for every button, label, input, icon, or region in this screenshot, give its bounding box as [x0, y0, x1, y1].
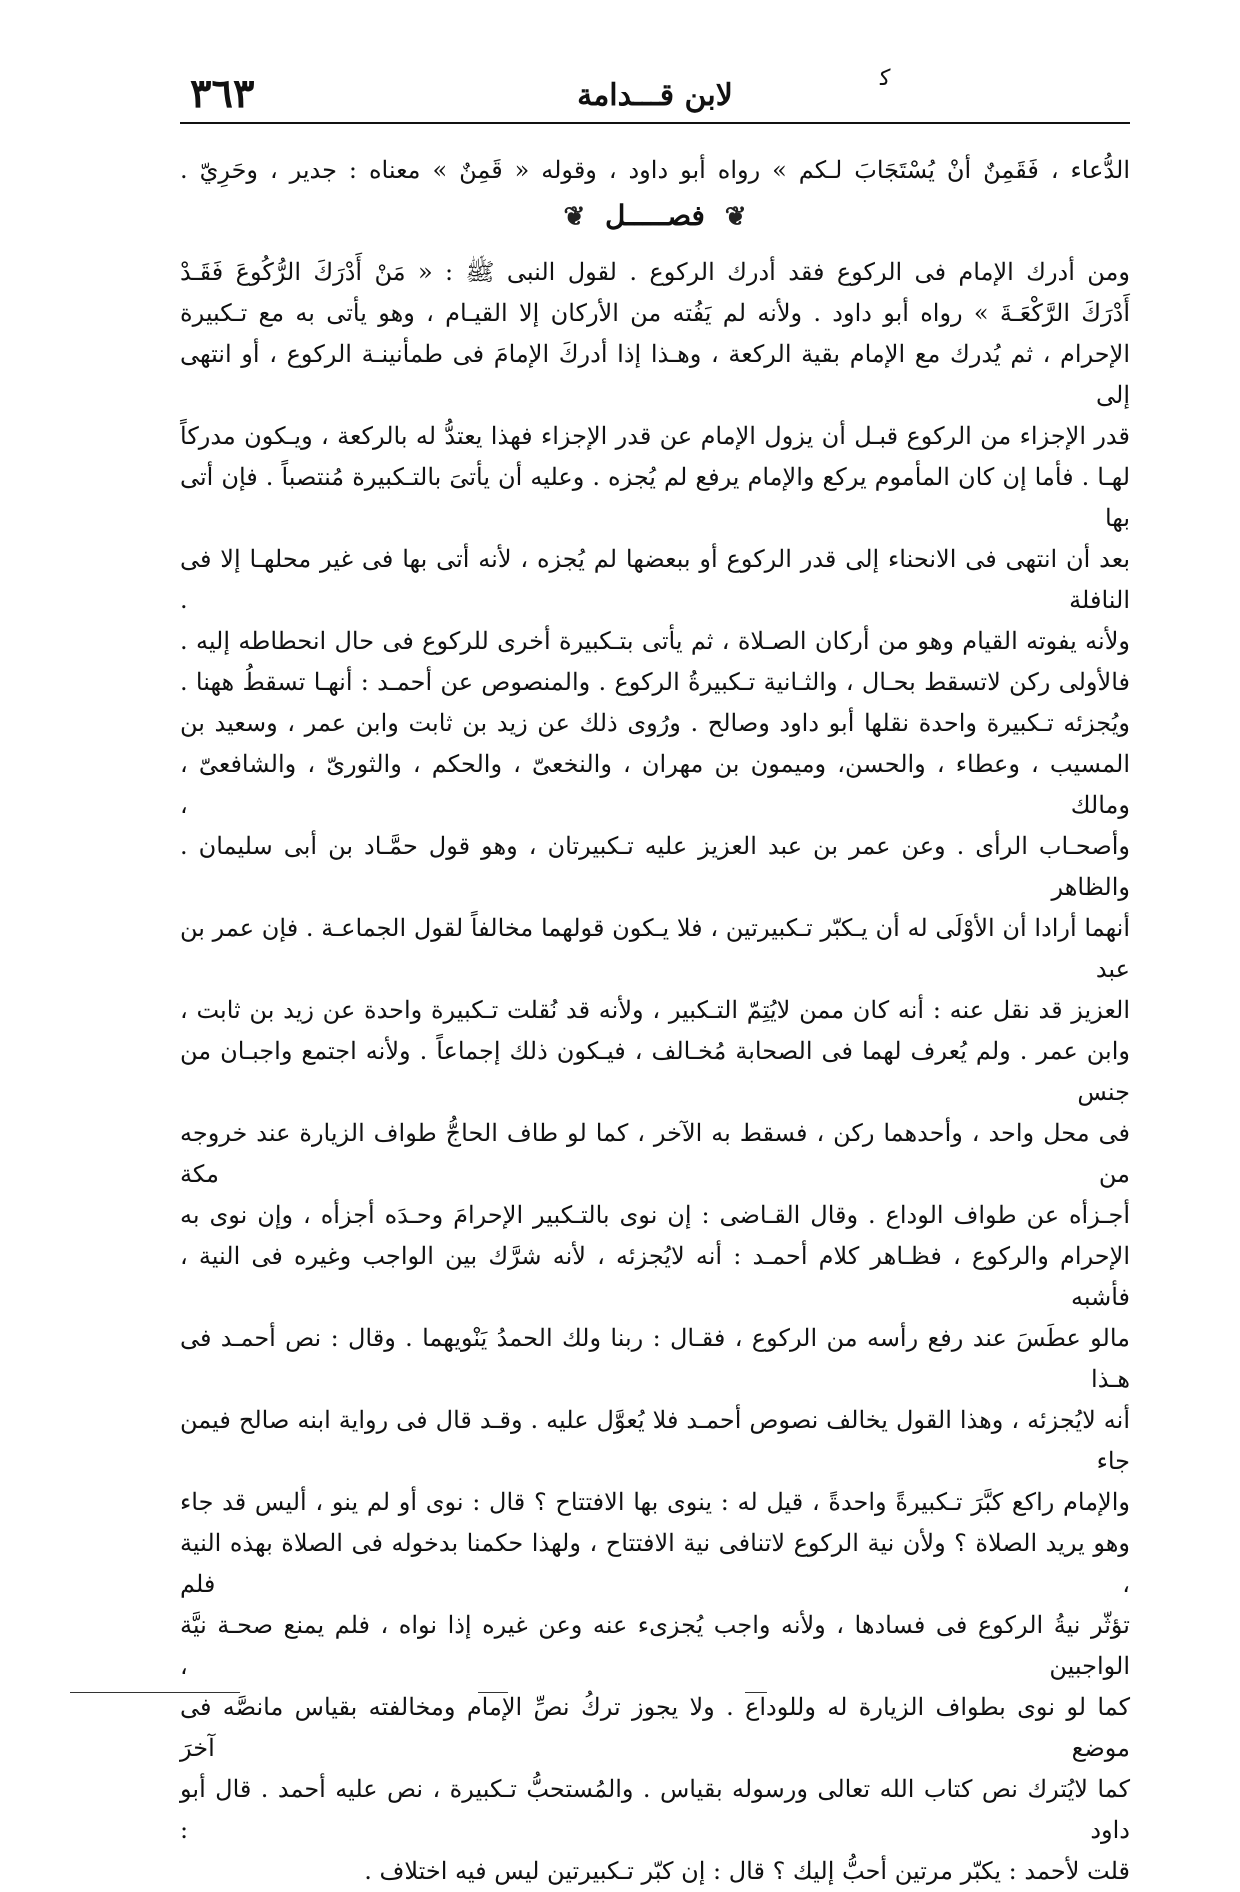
- header-mark: ﻛ: [880, 66, 891, 91]
- text-line: ويُجزئه تـكبيرة واحدة نقلها أبو داود وصالح . ورُوى ذلك عن زيد بن ثابت وابن عمر ، وسعيد بن: [180, 709, 1130, 737]
- footer-rule-left: [70, 1692, 240, 1693]
- section-heading-text: فصـــــل: [605, 199, 705, 232]
- footer-rule-center: [478, 1692, 508, 1693]
- main-paragraph: [180, 252, 1130, 1851]
- body-text: [180, 150, 1130, 1892]
- text-line: قدر الإجزاء من الركوع قبـل أن يزول الإمام عن قدر الإجزاء فهذا يعتدُّ له بالركعة ، ويـكون مدركاً: [180, 422, 1130, 450]
- text-line: ومن أدرك الإمام فى الركوع فقد أدرك الركوع . لقول النبى ﷺ : « مَنْ أَدْرَكَ الرُّكُوعَ فَقَـدْ: [180, 258, 1130, 286]
- text-line: والإمام راكع كبَّرَ تـكبيرةً واحدةً ، قيل له : ينوى بها الافتتاح ؟ قال : نوى أو لم ينو ، أليس قد جاء: [180, 1488, 1130, 1516]
- text-line: الإحرام ، ثم يُدرك مع الإمام بقية الركعة ، وهـذا إذا أدركَ الإمامَ فى طمأنينـة الركوع ، أو انتهى إلى: [180, 340, 1130, 409]
- text-line: المسيب ، وعطاء ، والحسن، وميمون بن مهران ، والنخعىّ ، والحكم ، والثورىّ ، والشافعىّ ، ومالك ،: [180, 750, 1130, 819]
- page-number: ٣٦٣: [190, 70, 255, 117]
- text-line: لهـا . فأما إن كان المأموم يركع والإمام يرفع لم يُجزه . وعليه أن يأتىَ بالتـكبيرة مُنتصباً . فإن أتى بها: [180, 463, 1131, 532]
- text-line: الإحرام والركوع ، فظـاهر كلام أحمـد : أنه لايُجزئه ، لأنه شرَّك بين الواجب وغيره فى النية ، فأشبه: [180, 1242, 1131, 1311]
- text-line: مالو عطَسَ عند رفع رأسه من الركوع ، فقـال : ربنا ولك الحمدُ يَنْويهما . وقال : نص أحمـد فى هـذا: [180, 1324, 1130, 1393]
- text-line: فى محل واحد ، وأحدهما ركن ، فسقط به الآخر ، كما لو طاف الحاجُّ طواف الزيارة عند خروجه من مكة: [180, 1119, 1130, 1188]
- header-rule: [180, 122, 1130, 124]
- text-line: فالأولى ركن لاتسقط بحـال ، والثـانية تـكبيرةُ الركوع . والمنصوص عن أحمـد : أنهـا تسقطُ ههنا .: [180, 668, 1130, 696]
- running-title: لابن قـــدامة: [577, 78, 733, 113]
- text-line: وأصحـاب الرأى . وعن عمر بن عبد العزيز عليه تـكبيرتان ، وهو قول حمَّـاد بن أبى سليمان . والظاهر: [180, 832, 1130, 901]
- text-line: وهو يريد الصلاة ؟ ولأن نية الركوع لاتنافى نية الافتتاح ، ولهذا حكمنا بدخوله فى الصلاة بهذه النية ، فلم: [180, 1529, 1131, 1598]
- ornament-right-icon: ❦: [724, 202, 747, 232]
- text-line: تؤثّر نيةُ الركوع فى فسادها ، ولأنه واجب يُجزىء عنه وعن غيره إذا نواه ، فلم يمنع صحـة نيَّة الواجبين ،: [180, 1611, 1130, 1680]
- section-heading: [180, 195, 1130, 238]
- text-line: بعد أن انتهى فى الانحناء إلى قدر الركوع أو ببعضها لم يُجزه ، لأنه أتى بها فى غير محلهـا إلا فى النافلة .: [180, 545, 1130, 614]
- page-header: [180, 66, 1130, 120]
- text-line: أنهما أرادا أن الأوْلَى له أن يـكبّر تـكبيرتين ، فلا يـكون قولهما مخالفاً لقول الجماعـة . فإن عمر بن عبد: [180, 914, 1130, 983]
- closing-line: قلت لأحمد : يكبّر مرتين أحبُّ إليك ؟ قال : إن كبّر تـكبيرتين ليس فيه اختلاف .: [364, 1857, 1130, 1885]
- text-line: ولأنه يفوته القيام وهو من أركان الصـلاة ، ثم يأتى بتـكبيرة أخرى للركوع فى حال انحطاطه إليه .: [180, 627, 1130, 655]
- opening-line: الدُّعاء ، فَقَمِنٌ أنْ يُسْتَجَابَ لـكم » رواه أبو داود ، وقوله « قَمِنٌ » معناه : جدير ، وحَرِيّ .: [180, 156, 1130, 184]
- ornament-left-icon: ❦: [563, 202, 586, 232]
- text-line: كما لو نوى بطواف الزيارة له وللوداع . ولا يجوز تركُ نصِّ الإمام ومخالفته بقياس مانصَّه فى موضع آخرَ: [180, 1693, 1130, 1762]
- text-line: أَدْرَكَ الرَّكْعَـةَ » رواه أبو داود . ولأنه لم يَفُته من الأركان إلا القيـام ، وهو يأتى به مع تـكبيرة: [180, 299, 1130, 327]
- text-line: كما لايُترك نص كتاب الله تعالى ورسوله بقياس . والمُستحبُّ تـكبيرة ، نص عليه أحمد . قال أبو داود :: [180, 1775, 1130, 1844]
- text-line: وابن عمر . ولم يُعرف لهما فى الصحابة مُخـالف ، فيـكون ذلك إجماعاً . ولأنه اجتمع واجبـان من جنس: [180, 1037, 1130, 1106]
- text-line: العزيز قد نقل عنه : أنه كان ممن لايُتِمّ التـكبير ، ولأنه قد نُقلت تـكبيرة واحدة عن زيد بن ثابت ،: [180, 996, 1131, 1024]
- text-line: أجـزأه عن طواف الوداع . وقال القـاضى : إن نوى بالتـكبير الإحرامَ وحـدَه أجزأه ، وإن نوى به: [180, 1201, 1130, 1229]
- footer-rule-right: [745, 1692, 767, 1693]
- text-line: أنه لايُجزئه ، وهذا القول يخالف نصوص أحمـد فلا يُعوَّل عليه . وقـد قال فى رواية ابنه صالح فيمن جاء: [180, 1406, 1130, 1475]
